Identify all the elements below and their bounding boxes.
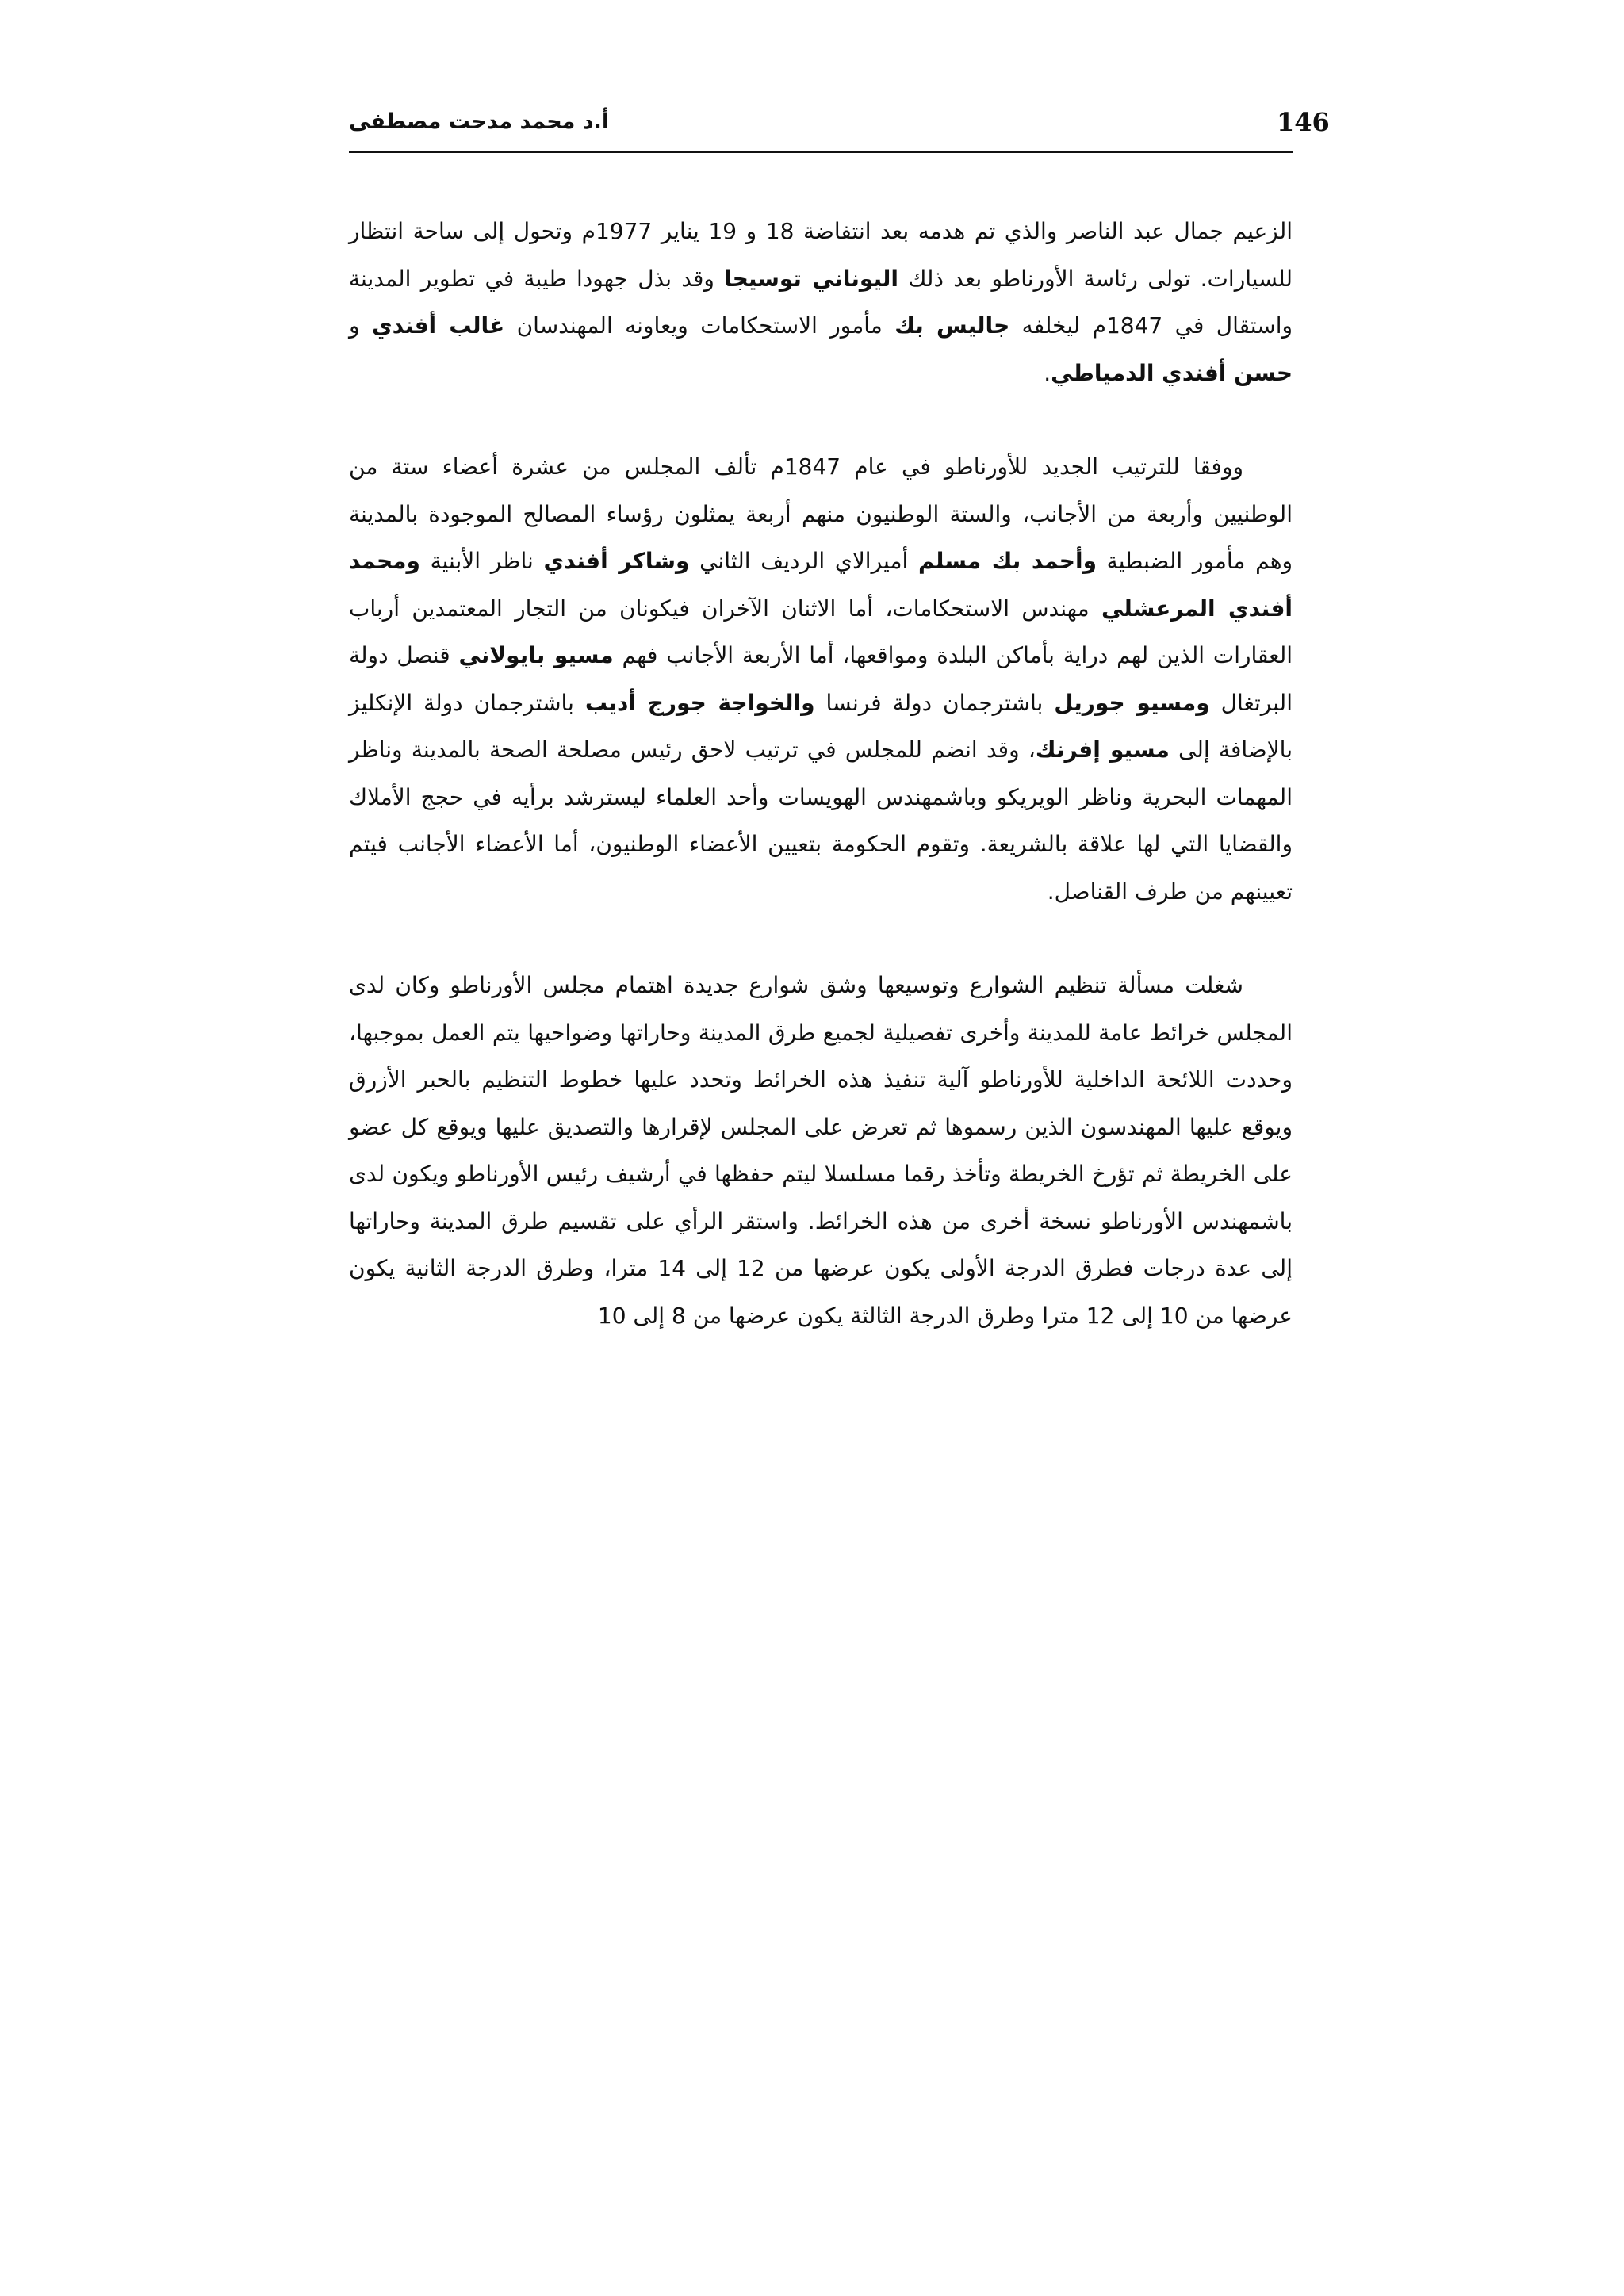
text-run: و [349,312,372,339]
bold-name: والخواجة جورج أديب [584,689,815,716]
page-header [349,101,1330,149]
body-text [349,208,1293,1339]
text-run: وقد بذل جهودا طيبة في تطوير المدينة واستقال في 1847م ليخلفه [349,265,1293,339]
text-run: ووفقا للترتيب الجديد للأورناطو في عام 1847م تألف المجلس من عشرة أعضاء ستة من الوطنيين وأربعة من الأجانب، والستة الوطنيون منهم أربعة يمثلون رؤساء المصالح الموجودة بالمدينة وهم مأمور الضبطية [349,453,1293,574]
text-run: أميرالاي الرديف الثاني [689,548,918,574]
text-run: الزعيم جمال عبد الناصر والذي تم هدمه بعد انتفاضة 18 و 19 يناير 1977م وتحول إلى ساحة انتظار للسيارات. تولى رئاسة الأورناطو بعد ذلك [349,218,1293,292]
text-run: باشترجمان دولة الإنكليز بالإضافة إلى [349,689,1293,763]
bold-name: ومحمد أفندي المرعشلي [349,548,1293,622]
bold-name: غالب أفندي [371,312,505,339]
bold-name: مسيو إفرنك [1035,737,1170,763]
bold-name: حسن أفندي الدمياطي [1051,359,1293,386]
text-run: باشترجمان دولة فرنسا [814,689,1055,716]
header-divider [349,151,1293,153]
bold-name: وأحمد بك مسلم [917,548,1097,574]
page-number: 146 [1277,107,1330,137]
text-run: مهندس الاستحكامات، أما الاثنان الآخران فيكونان من التجار المعتمدين أرباب العقارات الذين لهم دراية بأماكن البلدة ومواقعها، أما الأربعة الأجانب فهم [349,595,1293,668]
text-run: شغلت مسألة تنظيم الشوارع وتوسيعها وشق شوارع جديدة اهتمام مجلس الأورناطو وكان لدى المجلس خرائط عامة للمدينة وأخرى تفصيلية لجميع طرق المدينة وحاراتها وضواحيها يتم العمل بموجبها، وحددت اللائحة الداخلية للأورناطو آلية تنفيذ هذه الخرائط وتحدد عليها خطوط التنظيم بالحبر الأزرق ويوقع عليها المهندسون الذين رسموها ثم تعرض على المجلس لإقرارها والتصديق عليها ويوقع كل عضو على الخريطة ثم تؤرخ الخريطة وتأخذ رقما مسلسلا ليتم حفظها في أرشيف رئيس الأورناطو ويكون لدى باشمهندس الأورناطو نسخة أخرى من هذه الخرائط. واستقر الرأي على تقسيم طرق المدينة وحاراتها إلى عدة درجات فطرق الدرجة الأولى يكون عرضها من 12 إلى 14 مترا، وطرق الدرجة الثانية يكون عرضها من 10 إلى 12 مترا وطرق الدرجة الثالثة يكون عرضها من 8 إلى 10 [349,972,1293,1329]
text-run: مأمور الاستحكامات ويعاونه المهندسان [504,312,895,339]
text-run: قنصل دولة البرتغال [349,642,1293,716]
bold-name: ومسيو جوريل [1054,689,1210,716]
paragraph-3 [349,962,1293,1339]
bold-name: وشاكر أفندي [543,548,690,574]
bold-name: جاليس بك [894,312,1010,339]
paragraph-1 [349,208,1293,396]
running-header-author: أ.د محمد مدحت مصطفى [349,109,610,134]
text-run: . [1044,359,1051,386]
bold-name: اليوناني توسيجا [724,265,899,292]
text-run: ، وقد انضم للمجلس في ترتيب لاحق رئيس مصلحة الصحة بالمدينة وناظر المهمات البحرية وناظر الويريكو وباشمهندس الهويسات وأحد العلماء ليسترشد برأيه في حجج الأملاك والقضايا التي لها علاقة بالشريعة. وتقوم الحكومة بتعيين الأعضاء الوطنيون، أما الأعضاء الأجانب فيتم تعيينهم من طرف القناصل. [349,737,1293,905]
paragraph-2 [349,443,1293,915]
bold-name: مسيو بايولاني [458,642,614,668]
text-run: ناظر الأبنية [419,548,544,574]
